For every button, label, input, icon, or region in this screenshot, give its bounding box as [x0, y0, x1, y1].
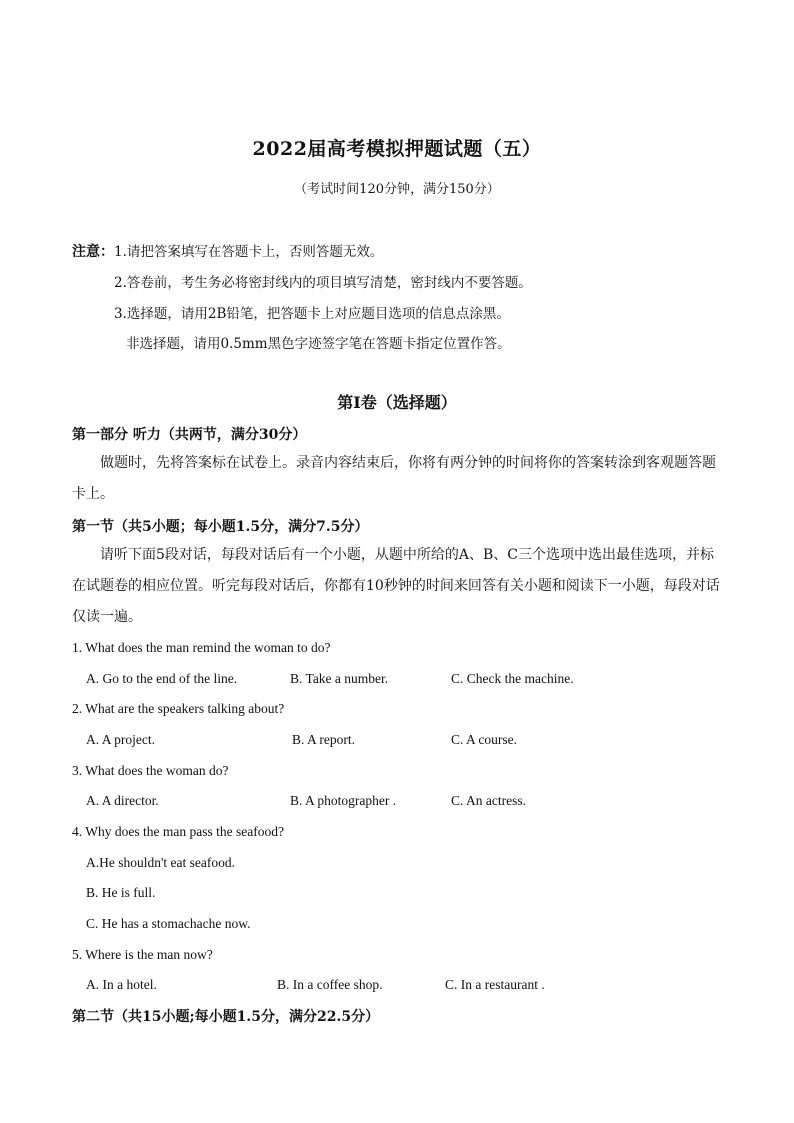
- notes-line-1: [72, 240, 383, 261]
- notes-item: 非选择题，请用0.5mm黑色字迹签字笔在答题卡指定位置作答。: [126, 336, 511, 352]
- question-stem: 1. What does the man remind the woman to do?: [72, 640, 331, 655]
- question-option: B. He is full.: [86, 885, 156, 900]
- notes-label: 注意：: [72, 244, 114, 260]
- section2-title: 第二节（共15小题;每小题1.5分，满分22.5分）: [72, 1009, 380, 1025]
- question-option: C. Check the machine.: [451, 671, 574, 686]
- question-option: C. He has a stomachache now.: [86, 916, 251, 931]
- question-option: C. An actress.: [451, 793, 526, 808]
- question-option: B. A photographer .: [290, 793, 397, 808]
- question-option: A. A director.: [86, 793, 159, 808]
- question-option: B. In a coffee shop.: [277, 977, 383, 992]
- question-option: A. In a hotel.: [86, 977, 157, 992]
- question-option: B. A report.: [292, 732, 355, 747]
- section1-instruction: 请听下面5段对话，每段对话后有一个小题，从题中所给的A、B、C三个选项中选出最佳选项，并标在试题卷的相应位置。听完每段对话后，你都有10秒钟的时间来回答有关小题和阅读下一小题，每段对话仅读一遍。: [72, 547, 720, 625]
- notes-item: 1.请把答案填写在答题卡上，否则答题无效。: [114, 244, 384, 260]
- question-option: A.He shouldn't eat seafood.: [86, 855, 236, 870]
- exam-subtitle: （考试时间120分钟，满分150分）: [294, 182, 500, 197]
- part1-instruction: 做题时，先将答案标在试卷上。录音内容结束后，你将有两分钟的时间将你的答案转涂到客观题答题卡上。: [72, 455, 716, 502]
- question-stem: 2. What are the speakers talking about?: [72, 701, 285, 716]
- volume-title: 第Ⅰ卷（选择题）: [337, 393, 457, 412]
- notes-item: 2.答卷前，考生务必将密封线内的项目填写清楚，密封线内不要答题。: [114, 275, 532, 291]
- exam-title: 2022届高考模拟押题试题（五）: [252, 138, 542, 160]
- section1-title: 第一节（共5小题；每小题1.5分，满分7.5分）: [72, 519, 369, 535]
- question-option: A. A project.: [86, 732, 155, 747]
- question-option: C. A course.: [451, 732, 517, 747]
- question-stem: 3. What does the woman do?: [72, 763, 229, 778]
- question-stem: 5. Where is the man now?: [72, 947, 213, 962]
- part1-title: 第一部分 听力（共两节，满分30分）: [72, 427, 307, 443]
- question-option: A. Go to the end of the line.: [86, 671, 238, 686]
- question-option: C. In a restaurant .: [445, 977, 545, 992]
- question-option: B. Take a number.: [290, 671, 389, 686]
- notes-item: 3.选择题，请用2B铅笔，把答题卡上对应题目选项的信息点涂黑。: [114, 306, 510, 322]
- question-stem: 4. Why does the man pass the seafood?: [72, 824, 284, 839]
